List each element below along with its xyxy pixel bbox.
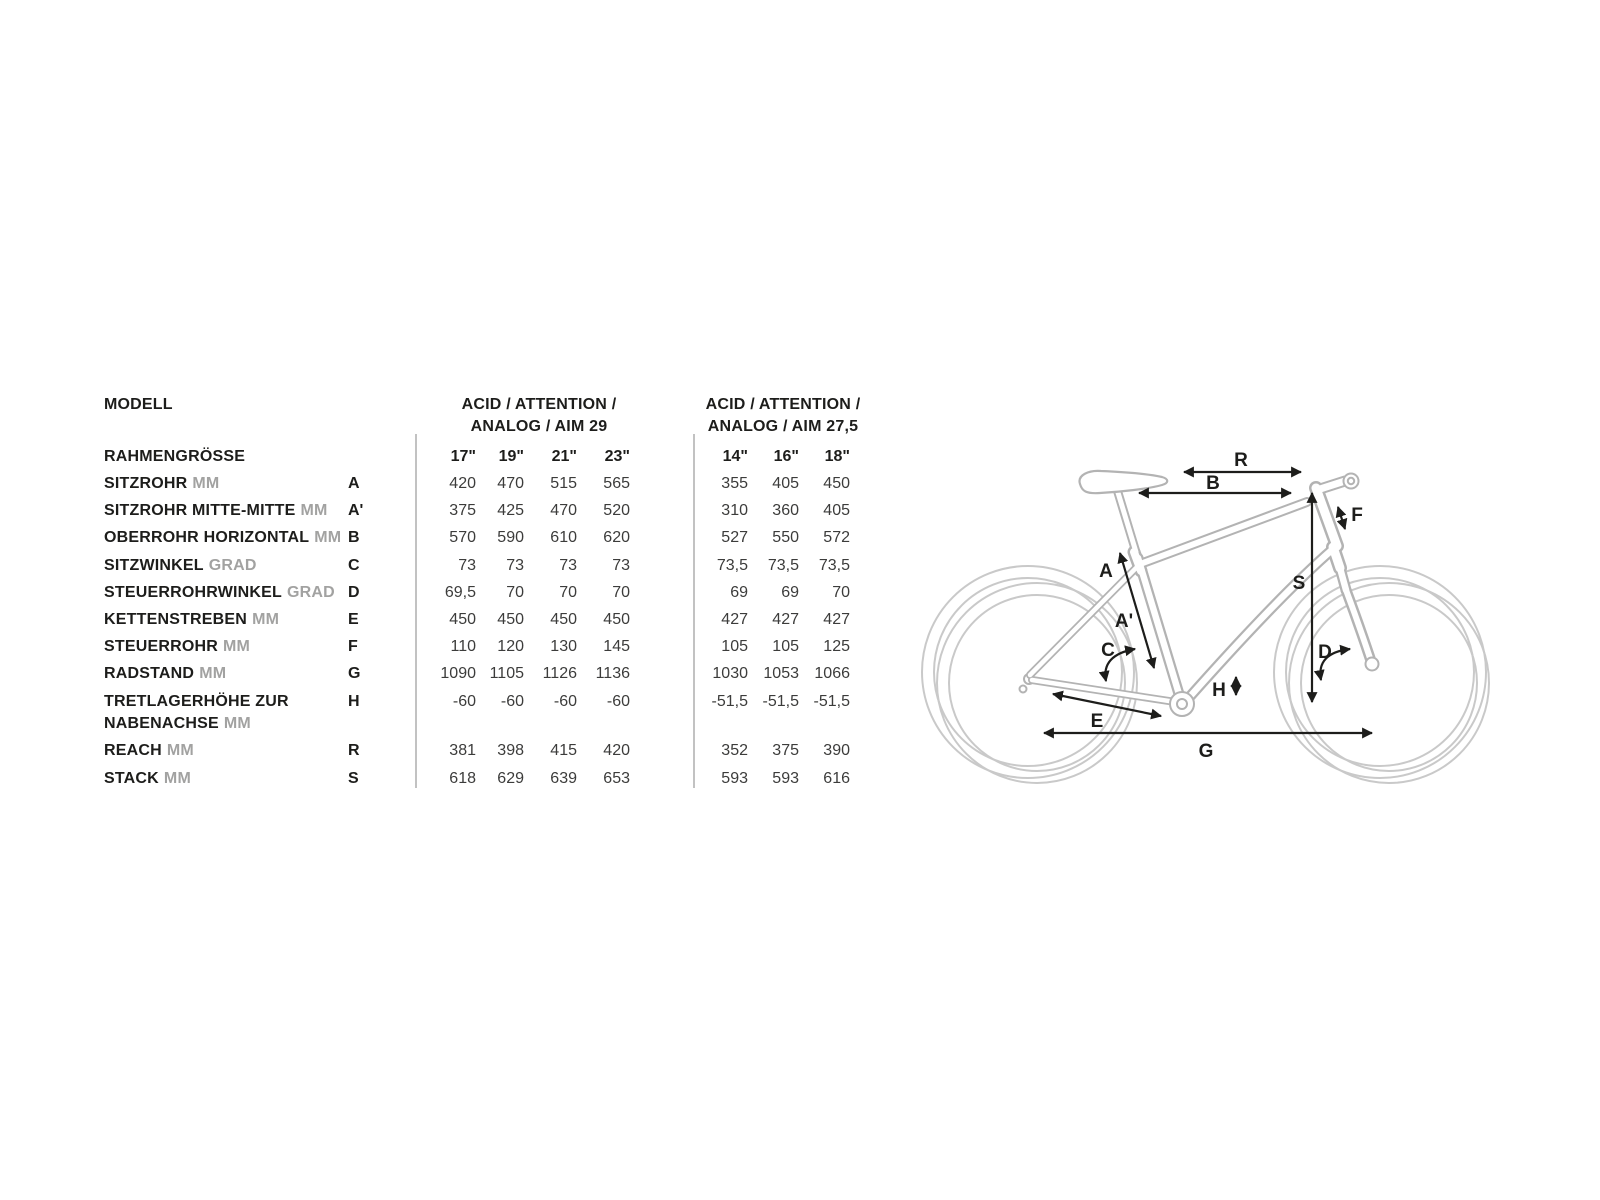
- cell-F-275-0: 105: [721, 638, 748, 655]
- geometry-table: [104, 390, 884, 800]
- cell-B-29-3: 620: [603, 529, 630, 546]
- row-unit-10: MM: [163, 770, 191, 787]
- cell-H-275-2: -51,5: [813, 693, 850, 710]
- cell-D-29-0: 69,5: [444, 584, 476, 601]
- cell-F-29-0: 110: [450, 638, 476, 655]
- cell-E-275-2: 427: [823, 611, 850, 628]
- bike-diagram: [900, 445, 1510, 800]
- cell-H-275-0: -51,5: [711, 693, 748, 710]
- cell-S-275-0: 593: [721, 770, 748, 787]
- row-label-2: OBERROHR HORIZONTAL MM: [104, 529, 342, 546]
- cell-E-29-2: 450: [550, 611, 577, 628]
- cell-S-29-3: 653: [603, 770, 630, 787]
- cell-G-29-0: 1090: [440, 665, 476, 682]
- row-unit-3: GRAD: [208, 557, 257, 574]
- group1-header-line2: ANALOG / AIM 29: [470, 418, 608, 435]
- row-label-7: RADSTAND MM: [104, 665, 227, 682]
- cell-D-275-2: 70: [832, 584, 850, 601]
- label-D: D: [1318, 642, 1332, 663]
- label-E: E: [1090, 711, 1104, 732]
- cell-A-29-3: 565: [603, 475, 630, 492]
- saddle: [1080, 471, 1168, 493]
- row-unit-0: MM: [192, 475, 220, 492]
- cell-B-275-1: 550: [772, 529, 799, 546]
- cell-A'-29-1: 425: [497, 502, 524, 519]
- cell-C-29-2: 73: [559, 557, 577, 574]
- label-G: G: [1198, 741, 1214, 762]
- label-C: C: [1101, 640, 1115, 661]
- row-letter-S: S: [348, 770, 359, 787]
- cell-R-275-1: 375: [772, 742, 799, 759]
- cell-H-275-1: -51,5: [762, 693, 799, 710]
- handlebar-grip: [1344, 474, 1359, 489]
- cell-D-275-1: 69: [781, 584, 799, 601]
- cell-H-29-1: -60: [500, 693, 524, 710]
- cell-R-275-2: 390: [823, 742, 850, 759]
- row-label-10: STACK MM: [104, 770, 191, 787]
- size-29-2: 21": [551, 448, 577, 465]
- cell-S-29-1: 629: [497, 770, 524, 787]
- cell-B-29-0: 570: [449, 529, 476, 546]
- cell-E-275-1: 427: [772, 611, 799, 628]
- cell-H-29-3: -60: [606, 693, 630, 710]
- group2-header-line1: ACID / ATTENTION /: [705, 396, 861, 413]
- cell-F-29-2: 130: [550, 638, 577, 655]
- cell-B-29-1: 590: [497, 529, 524, 546]
- cell-S-29-0: 618: [449, 770, 476, 787]
- row-label-5: KETTENSTREBEN MM: [104, 611, 280, 628]
- size-275-2: 18": [824, 448, 850, 465]
- cell-G-275-2: 1066: [814, 665, 850, 682]
- modell-header: MODELL: [104, 396, 173, 413]
- row-unit-8: MM: [223, 715, 251, 732]
- cell-R-29-0: 381: [449, 742, 476, 759]
- row-label-1: SITZROHR MITTE-MITTE MM: [104, 502, 328, 519]
- cell-C-29-3: 73: [612, 557, 630, 574]
- cell-C-275-1: 73,5: [767, 557, 799, 574]
- cell-F-275-2: 125: [823, 638, 850, 655]
- cell-A'-275-1: 360: [772, 502, 799, 519]
- cell-R-29-1: 398: [497, 742, 524, 759]
- row-label-0: SITZROHR MM: [104, 475, 220, 492]
- cell-A'-275-0: 310: [721, 502, 748, 519]
- cell-H-29-2: -60: [553, 693, 577, 710]
- size-29-3: 23": [604, 448, 630, 465]
- cell-D-275-0: 69: [730, 584, 748, 601]
- cell-A'-29-0: 375: [449, 502, 476, 519]
- row-label-6: STEUERROHR MM: [104, 638, 251, 655]
- cell-A-275-2: 450: [823, 475, 850, 492]
- row-letter-A: A: [348, 475, 360, 492]
- row-unit-4: GRAD: [287, 584, 335, 601]
- row-unit-9: MM: [166, 742, 194, 759]
- row-letter-C: C: [348, 557, 360, 574]
- front-wheel: [1274, 566, 1489, 783]
- cell-S-29-2: 639: [550, 770, 577, 787]
- cell-C-275-2: 73,5: [818, 557, 850, 574]
- group2-header-line2: ANALOG / AIM 27,5: [707, 418, 859, 435]
- row-letter-D: D: [348, 584, 360, 601]
- row-unit-7: MM: [199, 665, 227, 682]
- cell-F-29-1: 120: [497, 638, 524, 655]
- cell-E-29-1: 450: [497, 611, 524, 628]
- row-letter-F: F: [348, 638, 358, 655]
- fork-dropout: [1366, 658, 1379, 671]
- cell-R-275-0: 352: [721, 742, 748, 759]
- row-letter-R: R: [348, 742, 360, 759]
- cell-A'-29-2: 470: [550, 502, 577, 519]
- cell-B-275-2: 572: [823, 529, 850, 546]
- cell-H-29-0: -60: [452, 693, 476, 710]
- cell-B-275-0: 527: [721, 529, 748, 546]
- cell-F-275-1: 105: [772, 638, 799, 655]
- cell-B-29-2: 610: [550, 529, 577, 546]
- arrow-F: [1338, 507, 1345, 529]
- row-letter-E: E: [348, 611, 359, 628]
- label-A: A: [1099, 561, 1113, 582]
- cell-C-275-0: 73,5: [716, 557, 748, 574]
- size-275-0: 14": [722, 448, 748, 465]
- cell-G-29-1: 1105: [489, 665, 524, 682]
- label-B: B: [1206, 473, 1220, 494]
- cell-D-29-2: 70: [559, 584, 577, 601]
- cell-G-275-0: 1030: [712, 665, 748, 682]
- row-label-4: STEUERROHRWINKEL GRAD: [104, 584, 335, 601]
- group1-header-line1: ACID / ATTENTION /: [461, 396, 617, 413]
- cell-R-29-3: 420: [603, 742, 630, 759]
- row-label-8-l1: TRETLAGERHÖHE ZUR: [104, 693, 289, 710]
- size-275-1: 16": [773, 448, 799, 465]
- cell-A'-29-3: 520: [603, 502, 630, 519]
- label-S: S: [1292, 573, 1306, 594]
- cell-S-275-1: 593: [772, 770, 799, 787]
- row-letter-H: H: [348, 693, 360, 710]
- cell-E-275-0: 427: [721, 611, 748, 628]
- cell-A-29-1: 470: [497, 475, 524, 492]
- cell-C-29-1: 73: [506, 557, 524, 574]
- size-29-1: 19": [498, 448, 524, 465]
- cell-A-275-0: 355: [721, 475, 748, 492]
- row-label-9: REACH MM: [104, 742, 194, 759]
- row-letter-A': A': [348, 502, 364, 519]
- cell-E-29-3: 450: [603, 611, 630, 628]
- cell-S-275-2: 616: [823, 770, 850, 787]
- label-R: R: [1234, 450, 1248, 471]
- cell-C-29-0: 73: [458, 557, 476, 574]
- label-H: H: [1212, 680, 1226, 701]
- cell-F-29-3: 145: [603, 638, 630, 655]
- row-letter-B: B: [348, 529, 360, 546]
- cell-D-29-3: 70: [612, 584, 630, 601]
- bottom-bracket: [1170, 692, 1194, 716]
- cell-A-275-1: 405: [772, 475, 799, 492]
- label-A2: A': [1114, 611, 1134, 632]
- row-label-3: SITZWINKEL GRAD: [104, 557, 257, 574]
- row-label-8-l2: NABENACHSE MM: [104, 715, 251, 732]
- cell-D-29-1: 70: [506, 584, 524, 601]
- cell-E-29-0: 450: [449, 611, 476, 628]
- size-29-0: 17": [450, 448, 476, 465]
- label-F: F: [1351, 505, 1363, 526]
- cell-A'-275-2: 405: [823, 502, 850, 519]
- cell-A-29-2: 515: [550, 475, 577, 492]
- size-row-label: RAHMENGRÖSSE: [104, 448, 246, 465]
- cell-G-29-2: 1126: [542, 665, 577, 682]
- cell-A-29-0: 420: [449, 475, 476, 492]
- cell-G-29-3: 1136: [595, 665, 630, 682]
- row-unit-1: MM: [300, 502, 328, 519]
- row-unit-2: MM: [314, 529, 342, 546]
- row-letter-G: G: [348, 665, 361, 682]
- cell-G-275-1: 1053: [763, 665, 799, 682]
- row-unit-5: MM: [252, 611, 280, 628]
- cell-R-29-2: 415: [550, 742, 577, 759]
- row-unit-6: MM: [223, 638, 251, 655]
